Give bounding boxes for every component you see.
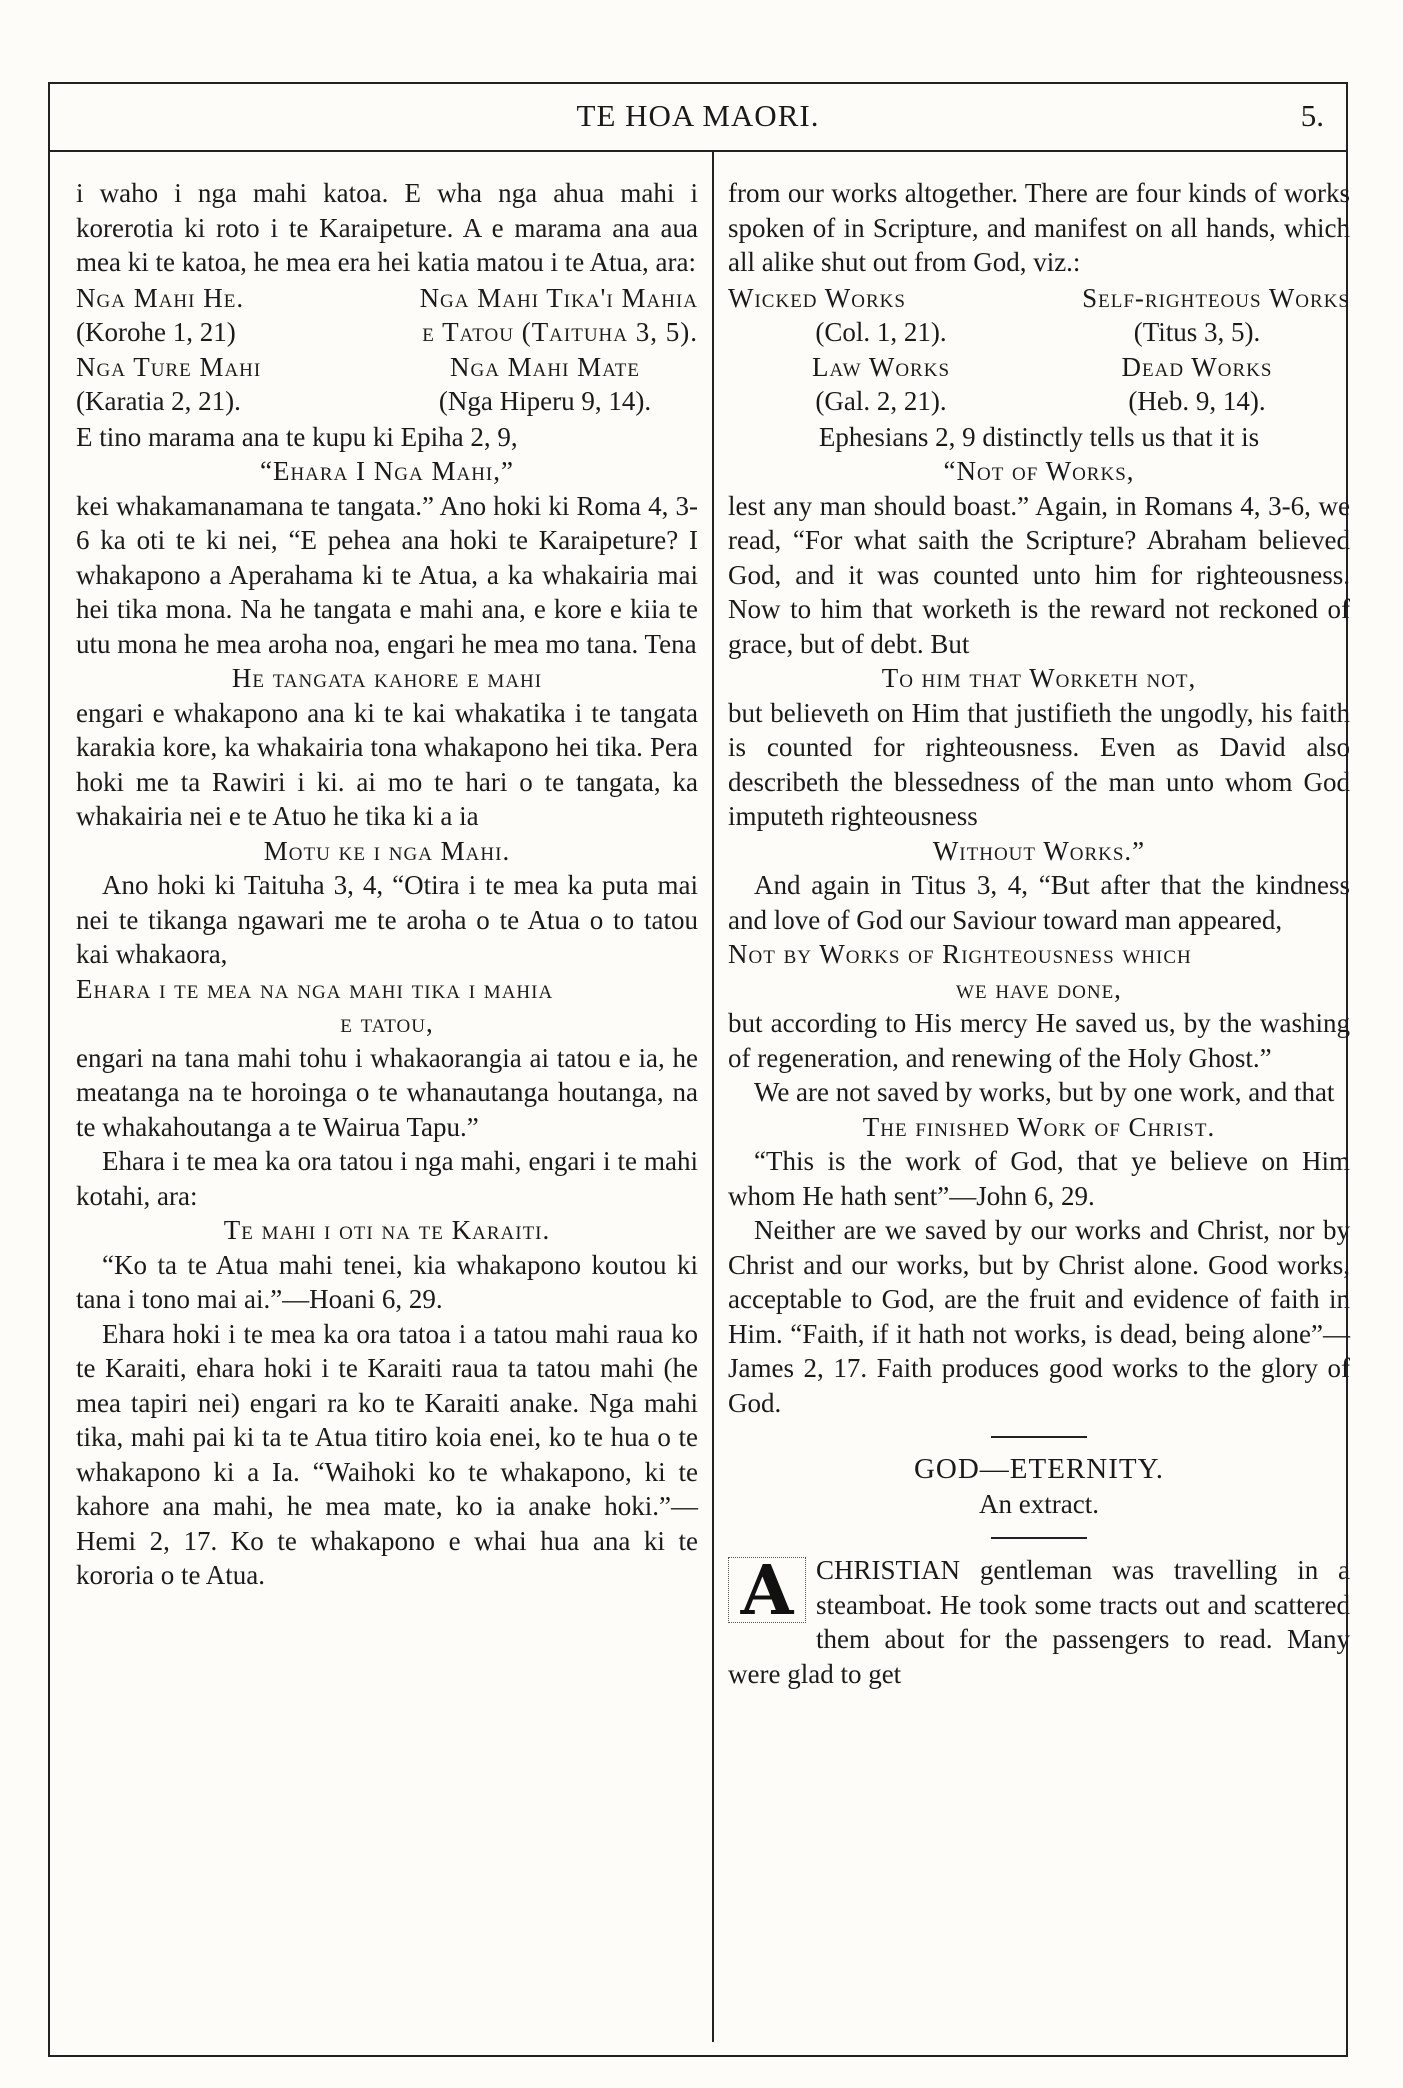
paragraph: Ano hoki ki Taituha 3, 4, “Otira i te mea ka puta mai nei te tikanga ngawari me te aroha o te Atua o to tatou kai whakaora,	[76, 870, 698, 969]
page-header	[48, 82, 1348, 152]
works-item-ref: (Col. 1, 21).	[815, 317, 947, 347]
page-number: 5.	[1300, 98, 1324, 133]
paragraph: Ehara hoki i te mea ka ora tatoa i a tatou mahi raua ko te Karaiti, ehara hoki i te Karaiti raua ta tatou mahi (he mea tapiri nei) engari ra ko te Karaiti anake. Nga mahi tika, mahi pai ki ta te Atua titiro koia enei, ko te hua o te whakapono ki a Ia. “Waihoki ko te whakapono, ki te kahore ana mahi, he mea mate, ko ia anake hoki.”—Hemi 2, 17. Ko te whakapono e whai hua ana ki te kororia o te Atua.	[76, 1318, 698, 1590]
section-heading: Without Works.”	[932, 835, 1146, 866]
section-heading: “Not of Works,	[943, 456, 1135, 486]
running-title: TE HOA MAORI.	[576, 98, 820, 133]
decorative-dropcap: A	[728, 1557, 806, 1623]
paragraph: lest any man should boast.” Again, in Romans 4, 3-6, we read, “For what saith the Scripture? Abraham believed God, and it was counted unto him for righteousness. Now to him that worketh is the reward not reckoned of grace, but of debt. But	[728, 490, 1350, 659]
works-item-ref: (Korohe 1, 21)	[76, 317, 236, 347]
works-item-ref: (Heb. 9, 14).	[1128, 386, 1266, 416]
works-item-label: Self-righteous Works	[1082, 282, 1350, 313]
section-heading: e tatou,	[340, 1008, 434, 1038]
section-heading: Ehara i te mea na nga mahi tika i mahia	[76, 973, 554, 1004]
right-column-english	[728, 176, 1350, 1691]
works-list	[728, 281, 1350, 419]
article-subtitle: An extract.	[979, 1488, 1099, 1519]
works-item-ref: (Nga Hiperu 9, 14).	[438, 386, 652, 416]
section-heading: The finished Work of Christ.	[862, 1111, 1216, 1142]
works-item-label: Wicked Works	[728, 282, 906, 313]
works-item-ref: (Gal. 2, 21).	[815, 386, 947, 416]
paragraph: E tino marama ana te kupu ki Epiha 2, 9,	[76, 421, 518, 452]
paragraph: but believeth on Him that justifieth the ungodly, his faith is counted for righteousness. Even as David also describeth the blessedness of the man unto whom God imputeth righteousness	[728, 697, 1350, 831]
section-heading: we have done,	[956, 973, 1122, 1004]
paragraph: kei whakamanamana te tangata.” Ano hoki ki Roma 4, 3-6 ka oti te ki nei, “E pehea ana hoki te Karaipeture? I whakapono a Aperahama ki te Atua, a ka whakairia mai hei tika mona. Na he tangata e mahi ana, e kore e kiia te utu mona he mea aroha noa, engari he mea mo tana. Tena	[76, 490, 698, 659]
left-column-maori	[76, 176, 698, 1593]
works-item-label: Nga Mahi He.	[76, 282, 245, 313]
works-item-ref: e Tatou (Taituha 3, 5).	[422, 317, 698, 347]
quotation: “This is the work of God, that ye believe on Him whom He hath sent”—John 6, 29.	[728, 1146, 1350, 1211]
works-item-label: Law Works	[811, 351, 951, 382]
works-item-ref: (Karatia 2, 21).	[76, 386, 241, 416]
section-heading: He tangata kahore e mahi	[231, 663, 543, 693]
paragraph: engari e whakapono ana ki te kai whakatika i te tangata karakia kore, ka whakairia tona whakapono hei tika. Pera hoki me ta Rawiri i ki. ai mo te hari o te tangata, ka whakairia nei e te Atuo he tika ki a ia	[76, 697, 698, 831]
quotation: “Ko ta te Atua mahi tenei, kia whakapono koutou ki tana i tono mai ai.”—Hoani 6, 29.	[76, 1249, 698, 1314]
paragraph: but according to His mercy He saved us, by the washing of regeneration, and renewing of the Holy Ghost.”	[728, 1008, 1350, 1073]
column-divider	[712, 152, 714, 2042]
works-item-label: Nga Ture Mahi	[76, 351, 262, 382]
article-body	[728, 1553, 1350, 1691]
section-heading: Te mahi i oti na te Karaiti.	[223, 1215, 551, 1245]
works-list	[76, 281, 698, 419]
section-heading: Motu ke i nga Mahi.	[263, 835, 511, 866]
paragraph: And again in Titus 3, 4, “But after that the kindness and love of God our Saviour toward man appeared,	[728, 870, 1350, 935]
paragraph: We are not saved by works, but by one work, and that	[754, 1077, 1335, 1107]
article-title: GOD—ETERNITY.	[913, 1453, 1165, 1485]
paragraph: Neither are we saved by our works and Christ, nor by Christ and our works, but by Christ alone. Good works, acceptable to God, are the fruit and evidence of faith in Him. “Faith, if it hath not works, is dead, being alone”—James 2, 17. Faith produces good works to the glory of God.	[728, 1215, 1350, 1418]
paragraph: CHRISTIAN gentleman was travelling in a steamboat. He took some tracts out and scattered them about for the passengers to read. Many were glad to get	[728, 1555, 1350, 1689]
works-item-label: Nga Mahi Tika'i Mahia	[419, 282, 698, 313]
works-item-ref: (Titus 3, 5).	[1133, 317, 1261, 347]
paragraph: Ephesians 2, 9 distinctly tells us that it is	[818, 421, 1260, 452]
paragraph: from our works altogether. There are four kinds of works spoken of in Scripture, and manifest on all hands, which all alike shut out from God, viz.:	[728, 178, 1350, 277]
section-heading: Not by Works of Righteousness which	[728, 939, 1192, 969]
paragraph: engari na tana mahi tohu i whakaorangia ai tatou e ia, he meatanga na te horoinga o te whanautanga houtanga, na te whakahoutanga a te Wairua Tapu.”	[76, 1042, 698, 1142]
section-heading: “Ehara I Nga Mahi,”	[259, 456, 514, 486]
section-divider	[991, 1436, 1087, 1438]
section-heading: To him that Worketh not,	[881, 663, 1197, 693]
paragraph: i waho i nga mahi katoa. E wha nga ahua mahi i korerotia ki roto i te Karaipeture. A e marama ana aua mea ki te katoa, he mea era hei katia matou i te Atua, ara:	[76, 178, 698, 277]
section-divider	[991, 1537, 1087, 1539]
works-item-label: Nga Mahi Mate	[449, 351, 641, 382]
paragraph: Ehara i te mea ka ora tatou i nga mahi, engari i te mahi kotahi, ara:	[76, 1146, 698, 1211]
works-item-label: Dead Works	[1121, 351, 1273, 382]
